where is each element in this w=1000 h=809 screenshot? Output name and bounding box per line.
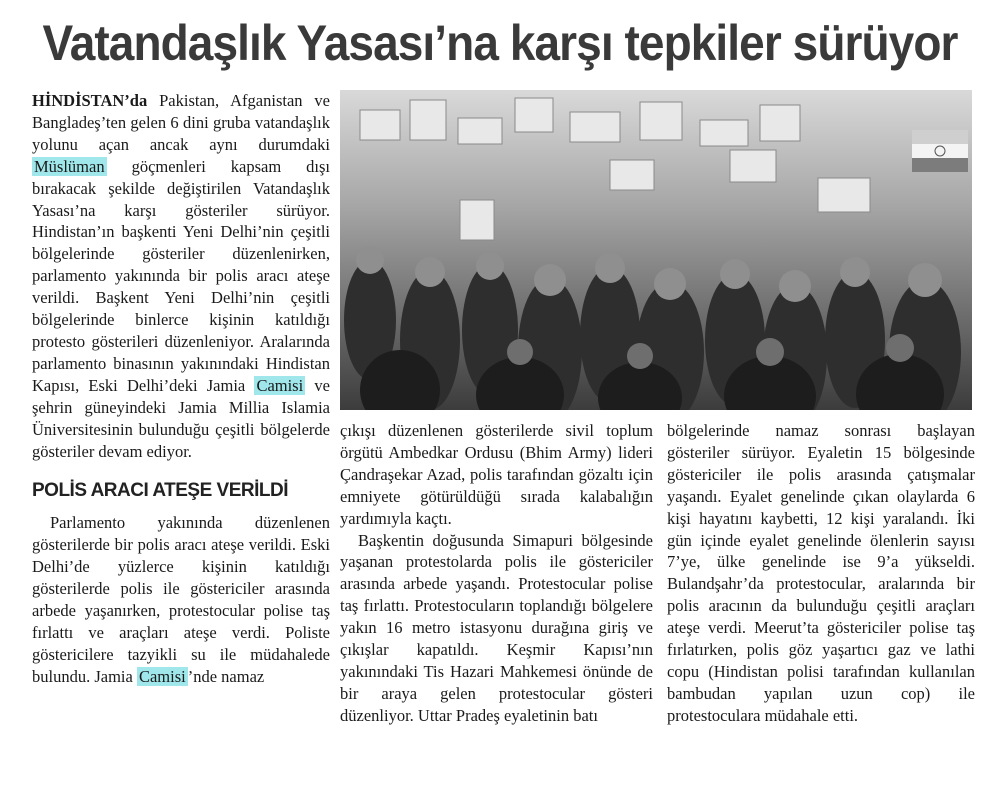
text-run: Pakistan, Afganistan ve Bangladeş’ten gelen 6 dini gruba vatandaşlık yolunu açan ancak aynı durumdaki [32,91,330,154]
subheading: POLİS ARACI ATEŞE VERİLDİ [32,480,288,502]
paragraph: çıkışı düzenlenen gösterilerde sivil toplum örgütü Ambedkar Ordusu (Bhim Army) lideri Çandraşekar Azad, polis tarafından gözaltı için emniyete götürüldüğü sırada kalabalığın yardımıyla kaçtı. [340,421,653,528]
article-column-1 [32,90,330,688]
protest-photo-graphic [340,90,972,410]
text-run: ’nde namaz [187,666,265,686]
text-run: Parlamento yakınında düzenlenen gösterilerde bir polis aracı ateşe verildi. Eski Delhi’de yüzlerce kişinin katıldığı gösterilerde polis ile göstericiler arasında arbede yaşanırken, protestocular polise taş fırlattı ve araçları ateşe verdi. Poliste göstericilere tazyikli su ile müdahalede bulundu. Jamia [32,513,330,686]
text-run: göçmenleri kapsam dışı bırakacak şekilde değiştirilen Vatandaşlık Yasası’na karşı gösteriler sürüyor. Hindistan’ın başkenti Yeni Delhi’nin çeşitli bölgelerinde gösteriler düzenlenirken, parlamento yakınında bir polis aracı ateşe verildi. Başkent Yeni Delhi’nin çeşitli bölgelerinde binlerce kişinin katıldığı protesto gösterileri düzenleniyor. Aralarında parlamento binasının yakınındaki Hindistan Kapısı, Eski Delhi’deki Jamia [32,156,330,395]
highlighted-term: Camisi [138,666,186,686]
text-run: ve şehrin güneyindeki Jamia Millia Islamia Üniversitesinin bulunduğu çeşitli bölgelerde gösteriler devam ediyor. [32,375,330,461]
highlighted-term: Müslüman [34,156,105,176]
headline: Vatandaşlık Yasası’na karşı tepkiler sürüyor [42,15,958,71]
article-column-2 [340,420,653,727]
protest-photo [340,90,972,410]
paragraph: Başkentin doğusunda Simapuri bölgesinde yaşanan protestolarda polis ile göstericiler arasında arbede yaşandı. Protestocular polise taş fırlattı. Protestocuların toplandığı bölgelere yakın 16 metro istasyonu durağına giriş ve çıkışlar kapatıldı. Keşmir Kapısı’nın yakınındaki Tis Hazari Mahkemesi önünde de bir araya gelen protestocular gösteri düzenliyor. Uttar Pradeş eyaletinin batı [340,530,653,725]
highlighted-term: Camisi [256,375,304,395]
paragraph: bölgelerinde namaz sonrası başlayan gösteriler sürüyor. Eyaletin 15 bölgesinde göstericiler ile polis arasında çatışmalar yaşandı. Eyalet genelinde çıkan olaylarda 6 kişi hayatını kaybetti, 12 kişi yaralandı. İki gün içinde eyalet genelinde ölenlerin sayısı 7’ye, ülke genelinde ise 9’a yükseldi. Bulandşahr’da protestocular, aralarında bir polis aracının da bulunduğu çeşitli araçları ateşe verdi. Meerut’ta göstericiler polise taş fırlatırken, polis göz yaşartıcı gaz ve lathi copu (Hindistan polisi tarafından kullanılan bambudan yapılan uzun cop) ile protestoculara müdahale etti. [667,421,975,725]
lead-word: HİNDİSTAN’da [32,91,148,110]
lead-paragraph [32,90,330,462]
paragraph [32,512,330,687]
article-column-3 [667,420,975,727]
